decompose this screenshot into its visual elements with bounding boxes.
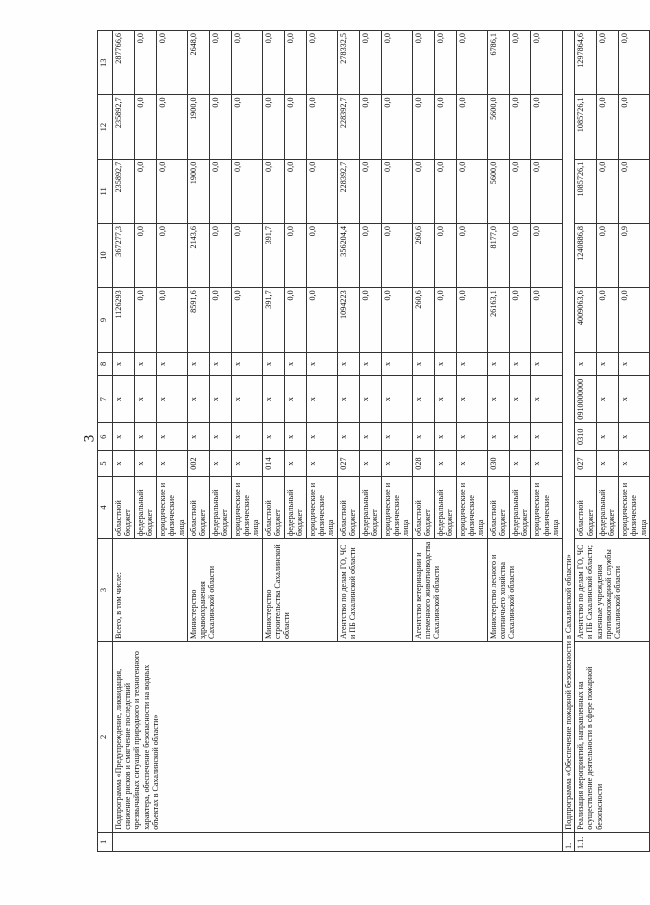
funding-source: областной бюджет	[337, 476, 359, 538]
code-c6: x	[596, 423, 618, 451]
column-number-2: 2	[98, 641, 113, 832]
amount-c9: 0,0	[284, 288, 306, 352]
agency-name: Министерство здравоохранения Сахалинской области	[187, 539, 262, 642]
code-c5: 028	[412, 451, 434, 477]
column-number-10: 10	[98, 224, 113, 288]
amount-c12: 0,0	[359, 95, 381, 159]
code-c5: x	[134, 451, 156, 477]
amount-c10: 0,0	[509, 224, 531, 288]
amount-c10: 8177,0	[487, 224, 509, 288]
code-c5: 027	[337, 451, 359, 477]
column-number-3: 3	[98, 539, 113, 642]
code-c5: x	[231, 451, 262, 477]
code-c7: x	[306, 376, 337, 423]
amount-c12: 0,0	[306, 95, 337, 159]
amount-c9: 26163,1	[487, 288, 509, 352]
amount-c13: 0,0	[359, 31, 381, 95]
amount-c9: 0,0	[134, 288, 156, 352]
code-c5: x	[434, 451, 456, 477]
amount-c11: 0,0	[531, 159, 562, 223]
agency-name: Агентство ветеринарии и племенного животноводства Сахалинской области	[412, 539, 487, 642]
amount-c9: 0,0	[359, 288, 381, 352]
code-c6: x	[231, 423, 262, 451]
code-c8: x	[262, 352, 284, 376]
program-name: Подпрограмма «Предупреждение, ликвидация, снижение рисков и смягчение последствий чрезвычайных ситуаций природного и техногенного характера, обеспечение безопасности на водных объектах в Сахалинской области»	[113, 641, 563, 832]
funding-source: федеральный бюджет	[209, 476, 231, 538]
amount-c11: 0,0	[156, 159, 187, 223]
amount-c11: 0,0	[284, 159, 306, 223]
amount-c9: 0,0	[596, 288, 618, 352]
amount-c11: 0,0	[381, 159, 412, 223]
amount-c11: 1085726,1	[575, 159, 597, 223]
funding-source: федеральный бюджет	[284, 476, 306, 538]
amount-c11: 5600,0	[487, 159, 509, 223]
code-c7: 0910000000	[575, 376, 597, 423]
amount-c9: 0,0	[434, 288, 456, 352]
code-c6: x	[306, 423, 337, 451]
code-c6: x	[359, 423, 381, 451]
code-c7: x	[509, 376, 531, 423]
page-number: 3	[81, 434, 98, 443]
amount-c13: 0,0	[284, 31, 306, 95]
amount-c12: 0,0	[284, 95, 306, 159]
amount-c10: 0,0	[434, 224, 456, 288]
column-header-row	[98, 31, 113, 852]
amount-c10: 0,0	[209, 224, 231, 288]
code-c6: 0310	[575, 423, 597, 451]
amount-c13: 0,0	[434, 31, 456, 95]
amount-c12: 0,0	[412, 95, 434, 159]
amount-c13: 278332,5	[337, 31, 359, 95]
code-c8: x	[209, 352, 231, 376]
code-c6: x	[531, 423, 562, 451]
amount-c9: 0,0	[306, 288, 337, 352]
funding-source: юридические и физические лица	[381, 476, 412, 538]
code-c5: x	[381, 451, 412, 477]
funding-source: юридические и физические лица	[231, 476, 262, 538]
amount-c11: 0,0	[359, 159, 381, 223]
amount-c13: 0,0	[456, 31, 487, 95]
funding-source: юридические и физические лица	[618, 476, 649, 538]
amount-c12: 0,0	[618, 95, 649, 159]
column-number-9: 9	[98, 288, 113, 352]
agency-name: Агентство по делам ГО, ЧС и ПБ Сахалинской области	[337, 539, 412, 642]
amount-c10: 0,9	[618, 224, 649, 288]
amount-c13: 0,0	[412, 31, 434, 95]
funding-source: областной бюджет	[262, 476, 284, 538]
funding-source: федеральный бюджет	[434, 476, 456, 538]
amount-c13: 1297864,6	[575, 31, 597, 95]
code-c8: x	[487, 352, 509, 376]
code-c6: x	[381, 423, 412, 451]
amount-c10: 0,0	[596, 224, 618, 288]
code-c7: x	[337, 376, 359, 423]
code-c6: x	[134, 423, 156, 451]
code-c5: x	[156, 451, 187, 477]
code-c5: x	[456, 451, 487, 477]
code-c6: x	[187, 423, 209, 451]
code-c6: x	[284, 423, 306, 451]
amount-c13: 2648,0	[187, 31, 209, 95]
amount-c11: 1900,0	[187, 159, 209, 223]
agency-name: Министерство строительства Сахалинской области	[262, 539, 337, 642]
amount-c13: 0,0	[306, 31, 337, 95]
funding-source: юридические и физические лица	[156, 476, 187, 538]
amount-c12: 0,0	[262, 95, 284, 159]
amount-c11: 0,0	[134, 159, 156, 223]
amount-c13: 0,0	[209, 31, 231, 95]
amount-c10: 0,0	[134, 224, 156, 288]
amount-c9: 4009063,6	[575, 288, 597, 352]
code-c7: x	[156, 376, 187, 423]
item-number: 1.1.	[575, 832, 650, 851]
amount-c10: 1240886,8	[575, 224, 597, 288]
code-c8: x	[134, 352, 156, 376]
code-c8: x	[575, 352, 597, 376]
amount-c12: 0,0	[531, 95, 562, 159]
amount-c12: 0,0	[596, 95, 618, 159]
column-number-13: 13	[98, 31, 113, 95]
code-c6: x	[209, 423, 231, 451]
code-c6: x	[156, 423, 187, 451]
amount-c9: 0,0	[156, 288, 187, 352]
amount-c12: 1900,0	[187, 95, 209, 159]
funding-source: областной бюджет	[113, 476, 135, 538]
amount-c10: 0,0	[156, 224, 187, 288]
code-c5: x	[359, 451, 381, 477]
amount-c11: 0,0	[509, 159, 531, 223]
code-c5: 027	[575, 451, 597, 477]
column-number-8: 8	[98, 352, 113, 376]
code-c6: x	[509, 423, 531, 451]
code-c5: x	[209, 451, 231, 477]
code-c7: x	[487, 376, 509, 423]
code-c5: x	[509, 451, 531, 477]
amount-c9: 0,0	[509, 288, 531, 352]
amount-c12: 5600,0	[487, 95, 509, 159]
code-c8: x	[596, 352, 618, 376]
code-c7: x	[284, 376, 306, 423]
funding-source: областной бюджет	[412, 476, 434, 538]
code-c7: x	[596, 376, 618, 423]
funding-source: федеральный бюджет	[509, 476, 531, 538]
amount-c10: 0,0	[381, 224, 412, 288]
amount-c9: 0,0	[618, 288, 649, 352]
amount-c11: 0,0	[596, 159, 618, 223]
code-c7: x	[359, 376, 381, 423]
column-number-1: 1	[98, 832, 113, 851]
amount-c12: 0,0	[209, 95, 231, 159]
code-c7: x	[434, 376, 456, 423]
table-row	[113, 31, 135, 852]
code-c6: x	[412, 423, 434, 451]
code-c8: x	[509, 352, 531, 376]
funding-source: юридические и физические лица	[306, 476, 337, 538]
amount-c9: 391,7	[262, 288, 284, 352]
column-number-5: 5	[98, 451, 113, 477]
amount-c12: 1085726,1	[575, 95, 597, 159]
amount-c10: 0,0	[231, 224, 262, 288]
code-c6: x	[434, 423, 456, 451]
code-c7: x	[381, 376, 412, 423]
amount-c10: 391,7	[262, 224, 284, 288]
funding-source: юридические и физические лица	[531, 476, 562, 538]
amount-c12: 0,0	[381, 95, 412, 159]
code-c7: x	[456, 376, 487, 423]
row-number	[113, 832, 563, 851]
amount-c9: 1126293	[113, 288, 135, 352]
amount-c9: 1094223	[337, 288, 359, 352]
amount-c13: 6786,1	[487, 31, 509, 95]
amount-c13: 287766,6	[113, 31, 135, 95]
subprogram-number: 1.	[562, 832, 574, 851]
code-c7: x	[618, 376, 649, 423]
amount-c11: 0,0	[209, 159, 231, 223]
item-name: Реализация мероприятий, направленных на осуществление деятельности в сфере пожарной безопасности	[575, 641, 650, 832]
amount-c10: 260,6	[412, 224, 434, 288]
amount-c10: 2143,6	[187, 224, 209, 288]
amount-c11: 228392,7	[337, 159, 359, 223]
column-number-6: 6	[98, 423, 113, 451]
amount-c12: 0,0	[156, 95, 187, 159]
agency-name: Министерство лесного и охотничьего хозяйства Сахалинской области	[487, 539, 562, 642]
column-number-12: 12	[98, 95, 113, 159]
code-c5: 002	[187, 451, 209, 477]
amount-c10: 0,0	[531, 224, 562, 288]
code-c5: 030	[487, 451, 509, 477]
funding-source: федеральный бюджет	[359, 476, 381, 538]
amount-c13: 0,0	[618, 31, 649, 95]
amount-c11: 235892,7	[113, 159, 135, 223]
amount-c13: 0,0	[156, 31, 187, 95]
amount-c11: 0,0	[231, 159, 262, 223]
amount-c12: 0,0	[434, 95, 456, 159]
code-c8: x	[337, 352, 359, 376]
code-c6: x	[618, 423, 649, 451]
code-c7: x	[531, 376, 562, 423]
code-c8: x	[156, 352, 187, 376]
column-number-11: 11	[98, 159, 113, 223]
amount-c12: 0,0	[509, 95, 531, 159]
code-c8: x	[531, 352, 562, 376]
amount-c13: 0,0	[531, 31, 562, 95]
subprogram-name: Подпрограмма «Обеспечение пожарной безопасности в Сахалинской области»	[562, 31, 574, 833]
amount-c13: 0,0	[134, 31, 156, 95]
code-c5: x	[596, 451, 618, 477]
code-c8: x	[284, 352, 306, 376]
amount-c11: 0,0	[262, 159, 284, 223]
code-c8: x	[187, 352, 209, 376]
code-c6: x	[487, 423, 509, 451]
code-c7: x	[134, 376, 156, 423]
code-c5: x	[531, 451, 562, 477]
amount-c13: 0,0	[381, 31, 412, 95]
amount-c12: 0,0	[134, 95, 156, 159]
amount-c10: 0,0	[284, 224, 306, 288]
code-c5: x	[618, 451, 649, 477]
code-c7: x	[209, 376, 231, 423]
code-c8: x	[456, 352, 487, 376]
code-c8: x	[618, 352, 649, 376]
amount-c9: 0,0	[381, 288, 412, 352]
amount-c13: 0,0	[231, 31, 262, 95]
amount-c9: 0,0	[209, 288, 231, 352]
amount-c11: 0,0	[618, 159, 649, 223]
code-c7: x	[262, 376, 284, 423]
amount-c12: 0,0	[456, 95, 487, 159]
code-c5: x	[306, 451, 337, 477]
column-number-7: 7	[98, 376, 113, 423]
amount-c9: 0,0	[531, 288, 562, 352]
code-c8: x	[412, 352, 434, 376]
amount-c13: 0,0	[596, 31, 618, 95]
funding-source: федеральный бюджет	[134, 476, 156, 538]
code-c8: x	[231, 352, 262, 376]
code-c5: x	[284, 451, 306, 477]
amount-c12: 235892,7	[113, 95, 135, 159]
amount-c12: 228392,7	[337, 95, 359, 159]
amount-c10: 0,0	[359, 224, 381, 288]
amount-c10: 0,0	[456, 224, 487, 288]
table-row	[575, 31, 597, 852]
amount-c11: 0,0	[434, 159, 456, 223]
subprogram-row	[562, 31, 574, 852]
amount-c9: 260,6	[412, 288, 434, 352]
code-c7: x	[412, 376, 434, 423]
budget-table	[97, 30, 650, 852]
code-c8: x	[113, 352, 135, 376]
column-number-4: 4	[98, 476, 113, 538]
amount-c9: 0,0	[456, 288, 487, 352]
code-c8: x	[359, 352, 381, 376]
code-c6: x	[456, 423, 487, 451]
code-c6: x	[113, 423, 135, 451]
code-c5: x	[113, 451, 135, 477]
budget-table-rotated	[97, 30, 648, 852]
amount-c11: 0,0	[306, 159, 337, 223]
code-c7: x	[113, 376, 135, 423]
code-c7: x	[231, 376, 262, 423]
amount-c9: 0,0	[231, 288, 262, 352]
amount-c11: 0,0	[412, 159, 434, 223]
amount-c13: 0,0	[509, 31, 531, 95]
funding-source: областной бюджет	[575, 476, 597, 538]
amount-c10: 367277,3	[113, 224, 135, 288]
total-label: Всего, в том числе:	[113, 539, 188, 642]
amount-c11: 0,0	[456, 159, 487, 223]
amount-c9: 8591,6	[187, 288, 209, 352]
amount-c10: 356204,4	[337, 224, 359, 288]
amount-c13: 0,0	[262, 31, 284, 95]
funding-source: юридические и физические лица	[456, 476, 487, 538]
code-c8: x	[434, 352, 456, 376]
item-agency: Агентство по делам ГО, ЧС и ПБ Сахалинской области; казенные учреждения противопожарной службы Сахалинской области	[575, 539, 650, 642]
code-c5: 014	[262, 451, 284, 477]
code-c6: x	[337, 423, 359, 451]
amount-c10: 0,0	[306, 224, 337, 288]
code-c6: x	[262, 423, 284, 451]
funding-source: федеральный бюджет	[596, 476, 618, 538]
code-c8: x	[306, 352, 337, 376]
code-c8: x	[381, 352, 412, 376]
funding-source: областной бюджет	[487, 476, 509, 538]
funding-source: областной бюджет	[187, 476, 209, 538]
code-c7: x	[187, 376, 209, 423]
amount-c12: 0,0	[231, 95, 262, 159]
